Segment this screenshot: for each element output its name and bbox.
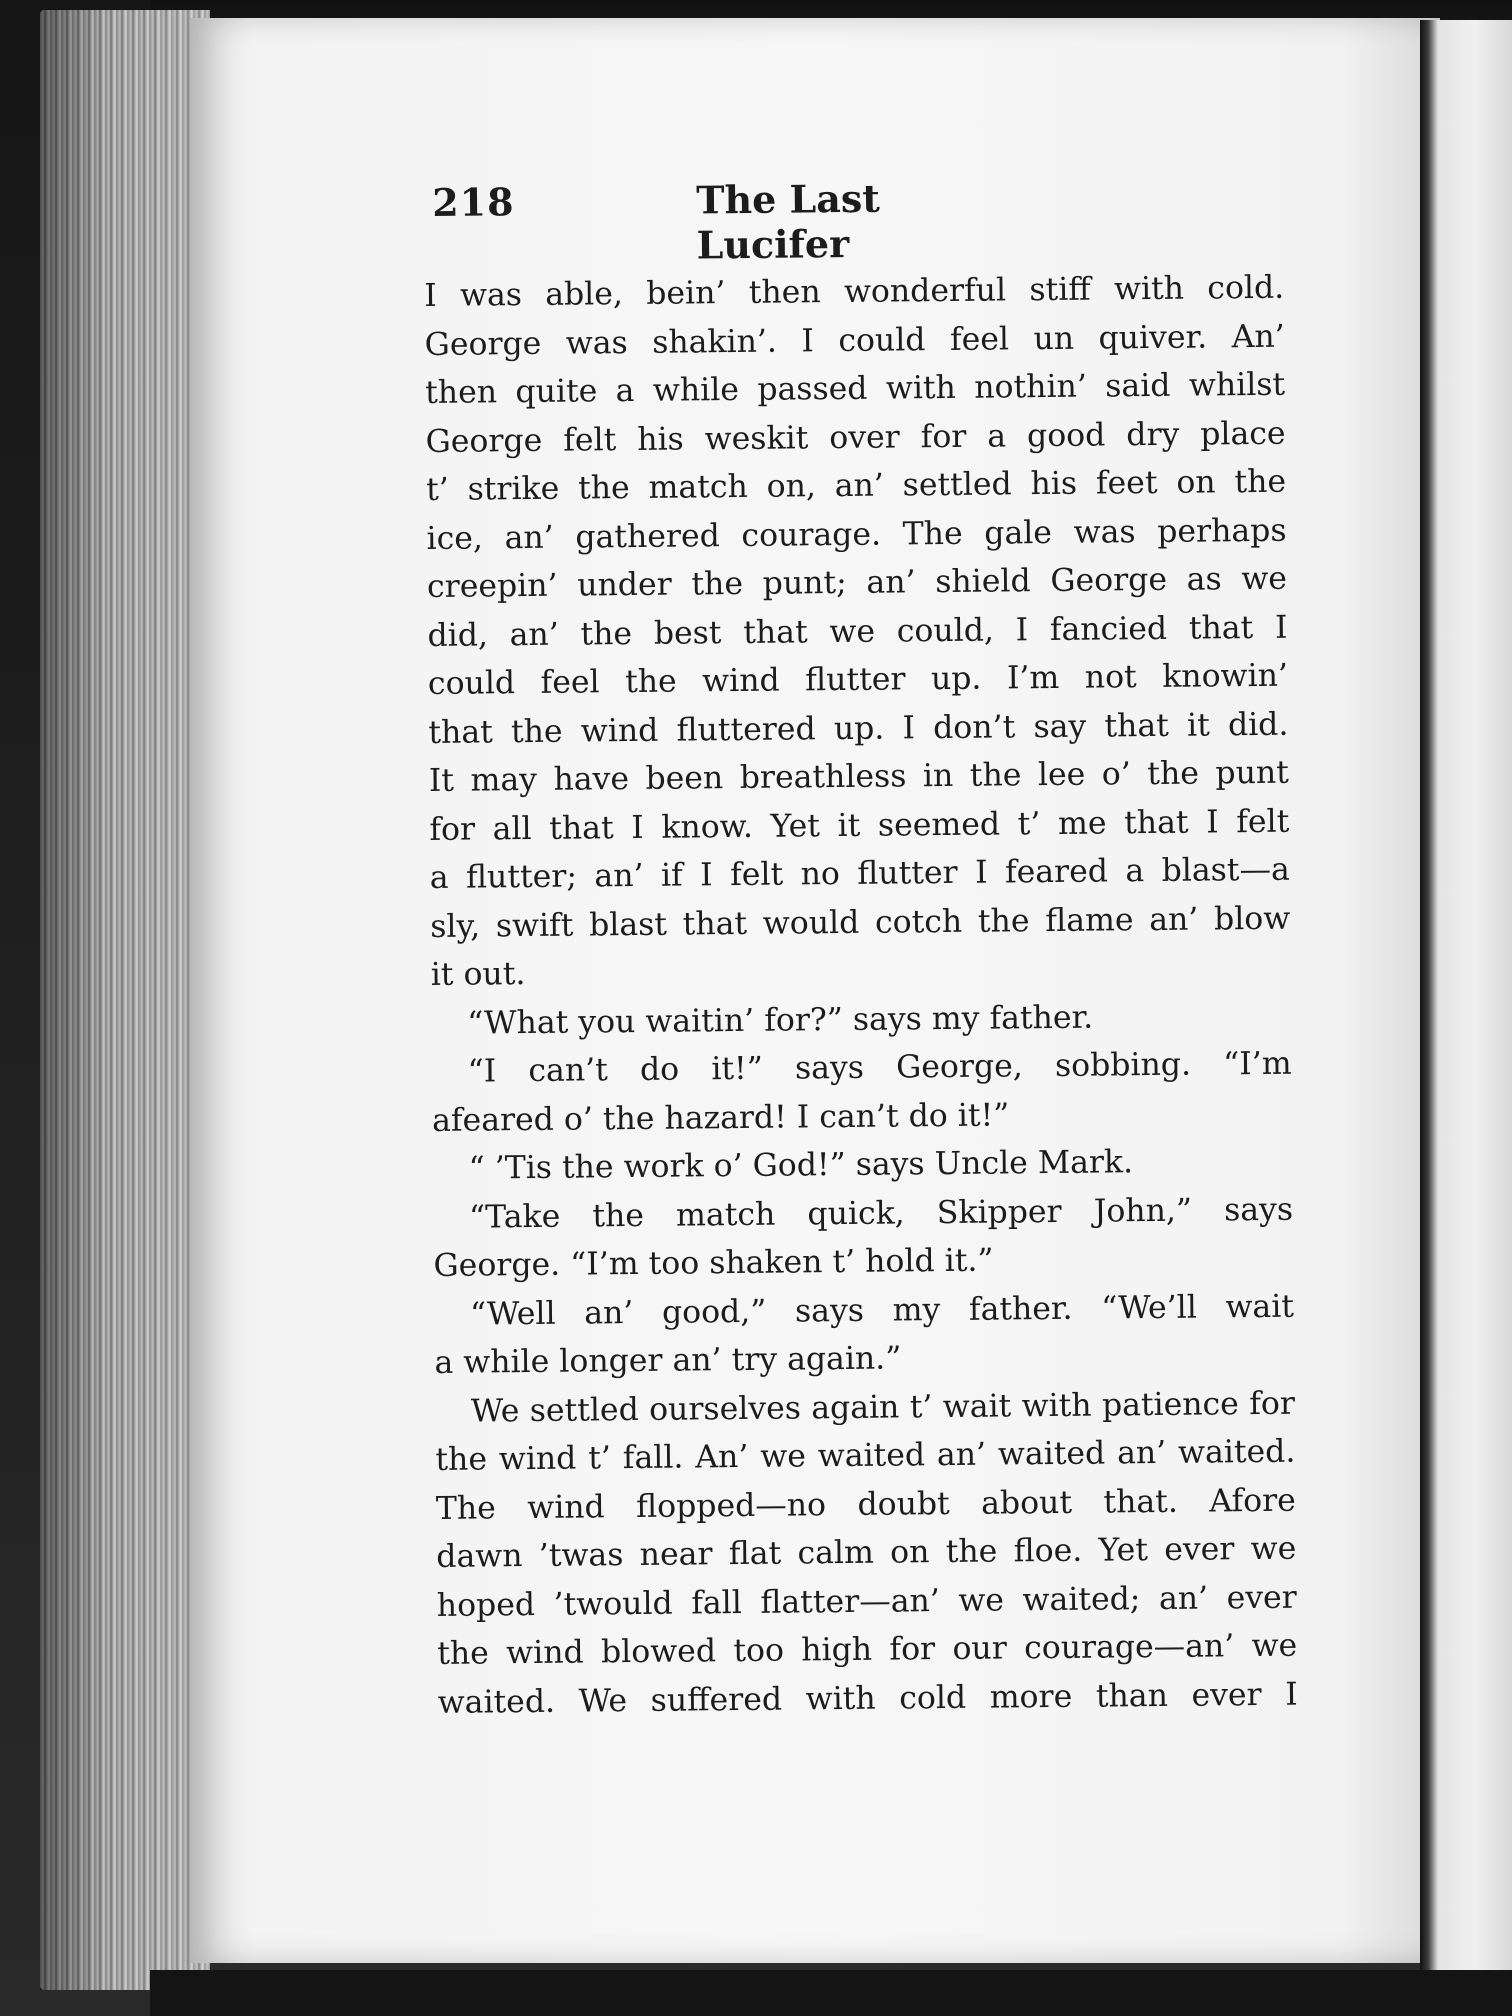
text-line: “ ’Tis the work o’ God!” says Uncle Mark.: [468, 1144, 1134, 1187]
text-line: “What you waitin’ for?” says my father.: [467, 999, 1094, 1042]
text-line: hoped ’twould fall flatter—an’ we waited; an’ ever: [436, 1579, 1297, 1624]
text-line: sly, swift blast that would cotch the flame an’ blow: [430, 900, 1291, 945]
text-line: “Take the match quick, Skipper John,” says: [468, 1191, 1294, 1236]
facing-page-edge: [1420, 20, 1512, 2010]
text-line: the wind blowed too high for our courage—an’ we: [437, 1627, 1298, 1672]
bottom-shadow: [150, 1970, 1512, 2016]
page-number: 218: [432, 179, 515, 225]
text-line: then quite a while passed with nothin’ said whilst: [424, 366, 1286, 411]
text-line: The wind flopped—no doubt about that. Afore: [435, 1482, 1297, 1527]
text-line: We settled ourselves again t’ wait with patience for: [470, 1385, 1296, 1430]
text-line: t’ strike the match on, an’ settled his feet on the: [425, 463, 1287, 508]
text-line: ice, an’ gathered courage. The gale was perhaps: [426, 512, 1287, 557]
text-line: George. “I’m too shaken t’ hold it.”: [433, 1242, 994, 1284]
text-line: did, an’ the best that we could, I fancied that I: [427, 609, 1288, 654]
page-header: [432, 174, 1033, 268]
text-line: for all that I know. Yet it seemed t’ me that I felt: [429, 803, 1290, 848]
text-line: a flutter; an’ if I felt no flutter I feared a blast—a: [429, 851, 1290, 896]
text-line: dawn ’twas near flat calm on the floe. Yet ever we: [436, 1530, 1297, 1575]
running-title: The Last Lucifer: [695, 175, 881, 268]
text-line: George was shakin’. I could feel un quiver. An’: [424, 318, 1285, 363]
text-line: the wind t’ fall. An’ we waited an’ waited an’ waited.: [435, 1433, 1296, 1478]
text-line: that the wind fluttered up. I don’t say that it did.: [428, 706, 1289, 751]
text-line: “Well an’ good,” says my father. “We’ll wait: [469, 1288, 1295, 1333]
text-line: a while longer an’ try again.”: [434, 1340, 902, 1381]
text-line: “I can’t do it!” says George, sobbing. “I’m: [467, 1045, 1292, 1090]
text-line: creepin’ under the punt; an’ shield George as we: [426, 560, 1288, 605]
body-text: [424, 264, 1298, 1727]
text-line: I was able, bein’ then wonderful stiff with cold.: [424, 269, 1285, 314]
text-line: it out.: [430, 956, 526, 993]
text-line: It may have been breathless in the lee o’ the punt: [428, 754, 1290, 799]
text-line: George felt his weskit over for a good dry place: [425, 415, 1286, 460]
book-page-edges: [40, 10, 210, 1990]
text-line: could feel the wind flutter up. I’m not knowin’: [427, 657, 1289, 702]
text-line: waited. We suffered with cold more than ever I: [437, 1676, 1298, 1721]
text-line: afeared o’ the hazard! I can’t do it!”: [431, 1096, 1010, 1139]
